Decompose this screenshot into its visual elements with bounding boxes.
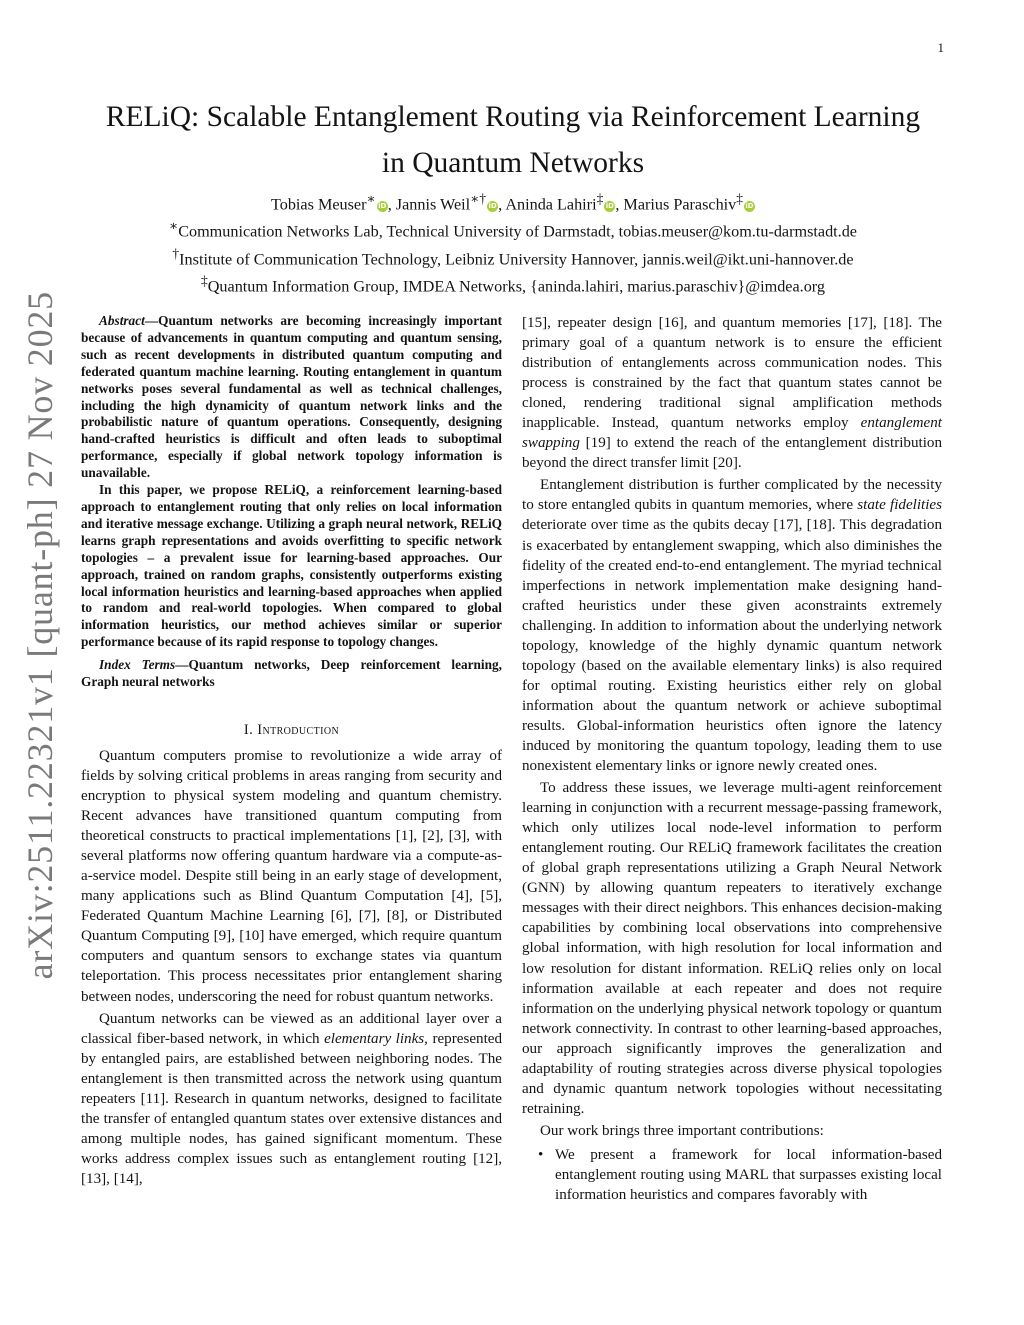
body-paragraph bbox=[522, 313, 942, 473]
author-mark: ∗† bbox=[470, 191, 487, 206]
body-paragraph: To address these issues, we leverage multi-agent reinforcement learning in conjunction with a recurrent message-passing framework, which only utilizes local node-level information to perform entanglement routing. Our RELiQ framework facilitates the creation of global graph representations utilizing a Graph Neural Network (GNN) by allowing quantum repeaters to iteratively exchange messages with their direct neighbors. This enhances decision-making capabilities by combining local observations into comprehensive global information, with high resolution for local information and low resolution for distant information. RELiQ relies only on local information available at each repeater and does not require information on the underlying physical network topology or quantum network connectivity. In contrast to other learning-based approaches, our approach significantly improves the generalization and adaptability of routing strategies across diverse physical topologies and dynamic quantum network topologies without necessitating retraining. bbox=[522, 780, 942, 1117]
abstract-label: Abstract bbox=[99, 313, 145, 328]
orcid-icon[interactable]: iD bbox=[745, 202, 754, 211]
title-line-2: in Quantum Networks bbox=[381, 147, 645, 179]
orcid-icon[interactable]: iD bbox=[378, 202, 387, 211]
author-mark: ∗ bbox=[366, 191, 376, 206]
author-mark: ‡ bbox=[596, 191, 604, 206]
author-name: Marius Paraschiv bbox=[623, 195, 737, 214]
author-block bbox=[80, 188, 946, 298]
affiliation-text: Quantum Information Group, IMDEA Networks, {aninda.lahiri, marius.paraschiv}@imdea.org bbox=[207, 277, 825, 296]
title-line-1: RELiQ: Scalable Entanglement Routing via Reinforcement Learning bbox=[105, 101, 921, 133]
affiliation-text: Communication Networks Lab, Technical University of Darmstadt, tobias.meuser@kom.tu-darmstadt.de bbox=[178, 222, 857, 241]
index-terms-text: —Quantum networks, Deep reinforcement learning, Graph neural networks bbox=[81, 657, 502, 690]
intro-left bbox=[81, 746, 502, 1189]
text-run: Entanglement distribution is further complicated by the necessity to store entangled qubits in quantum memories, where bbox=[522, 477, 942, 514]
section-heading bbox=[81, 722, 502, 739]
index-terms-label: Index Terms bbox=[99, 657, 176, 673]
left-column bbox=[81, 313, 502, 1189]
affiliation-mark: ∗ bbox=[169, 218, 179, 234]
abstract-paragraph bbox=[81, 313, 502, 482]
affiliation-2 bbox=[80, 243, 946, 270]
body-paragraph bbox=[522, 475, 942, 776]
body-paragraph: Our work brings three important contributions: bbox=[540, 1122, 824, 1139]
text-run: , represented by entangled pairs, are established between neighboring nodes. The entanglement is then transmitted across the network using quantum repeaters [11]. Research in quantum networks, designed to facilitate the transfer of entangled quantum states over extensive distances and among multiple nodes, has gained significant momentum. These works address complex issues such as entanglement routing [12], [13], [14], bbox=[81, 1030, 503, 1187]
list-item: • We present a framework for local information-based entanglement routing using MARL that surpasses existing local information heuristics and compares favorably with bbox=[555, 1145, 942, 1205]
page-number: 1 bbox=[937, 40, 944, 55]
emphasis: elementary links bbox=[324, 1030, 425, 1047]
text-run: deteriorate over time as the qubits decay [17], [18]. This degradation is exacerbated by entanglement swapping, which also diminishes the fidelity of the created end-to-end entanglement. The myriad technical imperfections in network implementation make designing hand-crafted heuristics under these given aconstraints extremely challenging. In addition to information about the underlying network topology, knowledge of the highly dynamic quantum network topology (based on the available elementary links) is also required for optimal routing. Existing heuristics either rely on global information about the quantum network or achieve suboptimal results. Global-information heuristics often ignore the latency induced by monitoring the quantum topology, leading them to use nonexistent elementary links or ignore newly created ones. bbox=[522, 517, 942, 775]
arxiv-stamp-text: arXiv:2511.22321v1 [quant-ph] 27 Nov 2025 bbox=[20, 290, 60, 980]
arxiv-stamp bbox=[5, 290, 75, 980]
orcid-icon[interactable]: iD bbox=[488, 202, 497, 211]
abstract-paragraph: In this paper, we propose RELiQ, a reinforcement learning-based approach to entanglement routing that only relies on local information and iterative message exchange. Utilizing a graph neural network, RELiQ learns graph representations and avoids overfitting to specific network topologies – a prevalent issue for learning-based approaches. Our approach, trained on random graphs, consistently outperforms existing local information heuristics and learning-based approaches when applied to random and real-world topologies. When compared to global information heuristics, our method achieves similar or superior performance because of its rapid response to topology changes. bbox=[81, 482, 502, 650]
text-run: [19] to extend the reach of the entanglement distribution beyond the direct transfer limit [20]. bbox=[522, 435, 942, 472]
affiliation-1 bbox=[80, 215, 946, 242]
author-list: Tobias Meuser∗iD, Jannis Weil∗†iD, Aninda Lahiri‡iD, Marius Paraschiv‡iD bbox=[270, 191, 754, 214]
emphasis: state fidelities bbox=[857, 497, 942, 514]
affiliation-mark: † bbox=[172, 245, 180, 261]
affiliation-mark: ‡ bbox=[200, 273, 208, 289]
affiliation-text: Institute of Communication Technology, Leibniz University Hannover, jannis.weil@ikt.uni-hannover.de bbox=[179, 250, 854, 269]
body-paragraph bbox=[81, 1009, 502, 1189]
body-paragraph: Quantum computers promise to revolutionize a wide array of fields by solving critical problems in areas ranging from security and encryption to physical system modeling and quantum chemistry. Recent advances have transitioned quantum computing from theoretical constructs to practical implementations [1], [2], [3], with several platforms now offering quantum hardware via a compute-as-a-service model. Despite still being in an early stage of development, many applications such as Blind Quantum Computation [4], [5], Federated Quantum Machine Learning [6], [7], [8], or Distributed Quantum Computing [9], [10] have emerged, which require quantum computers and quantum sensors to exchange states via quantum teleportation. This process necessitates prior entanglement sharing between nodes, underscoring the need for robust quantum networks. bbox=[81, 747, 502, 1005]
author-name: Aninda Lahiri bbox=[505, 195, 597, 214]
section-number: I. bbox=[243, 721, 254, 738]
abstract-text: —Quantum networks are becoming increasingly important because of advancements in quantum computing and quantum sensing, such as recent developments in distributed quantum computing and federated quantum machine learning. Routing entanglement in quantum networks poses several fundamental as well as technical challenges, including the high dynamicity of quantum network links and the probabilistic nature of quantum operations. Consequently, designing hand-crafted heuristics is difficult and often leads to suboptimal performance, especially if global network topology information is unavailable. bbox=[81, 313, 502, 481]
author-name: Tobias Meuser bbox=[270, 195, 367, 214]
abstract bbox=[81, 313, 502, 691]
text-run: Quantum networks can be viewed as an additional layer over a classical fiber-based network, in which bbox=[81, 1010, 502, 1047]
paper-title bbox=[80, 94, 946, 186]
section-title: Introduction bbox=[257, 721, 340, 738]
emphasis: entanglement swapping bbox=[522, 415, 942, 452]
orcid-icon[interactable]: iD bbox=[605, 202, 614, 211]
index-terms bbox=[81, 657, 502, 691]
right-column bbox=[522, 313, 942, 1205]
author-name: Jannis Weil bbox=[395, 195, 471, 214]
affiliation-3 bbox=[80, 270, 946, 297]
text-run: [15], repeater design [16], and quantum memories [17], [18]. The primary goal of a quantum network is to ensure the efficient distribution of entanglements across communication nodes. This process is constrained by the fact that quantum states cannot be cloned, rendering traditional signal amplification methods inapplicable. Instead, quantum networks employ bbox=[522, 315, 942, 432]
intro-right bbox=[522, 313, 942, 1141]
contribution-list bbox=[522, 1145, 942, 1205]
author-mark: ‡ bbox=[736, 191, 744, 206]
